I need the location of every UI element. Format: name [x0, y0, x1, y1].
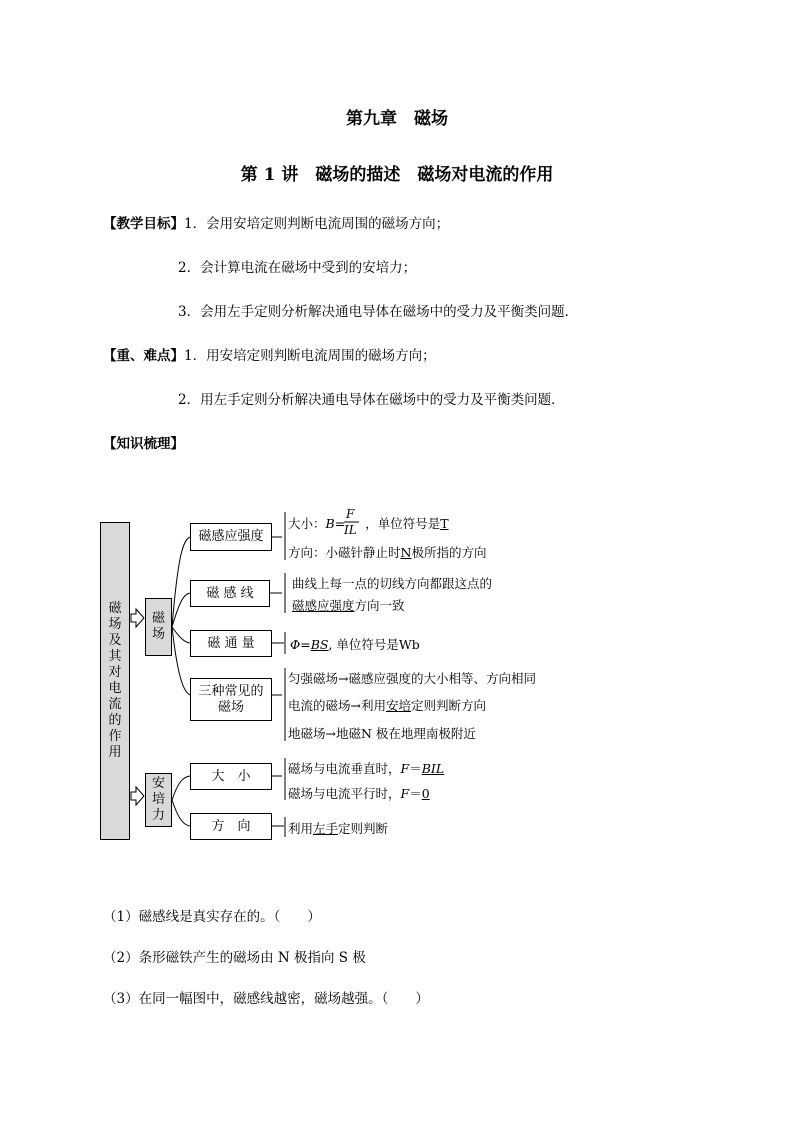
objectives-label: 【教学目标】1．会用安培定则判断电流周围的磁场方向；	[103, 216, 450, 232]
objective-item: 2．会计算电流在磁场中受到的安培力；	[178, 260, 417, 276]
root-char: 用	[108, 745, 122, 760]
chapter-title: 第九章 磁场	[346, 109, 448, 129]
lecture-title: 第 1 讲 磁场的描述 磁场对电流的作用	[240, 165, 554, 185]
key-points-label: 【重、难点】1．用安培定则判断电流周围的磁场方向；	[103, 348, 436, 364]
objective-item: 1．会用安培定则判断电流周围的磁场方向；	[184, 216, 450, 232]
direction-rule: 利用左手定则判断	[288, 821, 389, 836]
branch-char: 培	[151, 792, 165, 807]
objective-item: 3．会用左手定则分析解决通电导体在磁场中的受力及平衡类问题．	[178, 304, 579, 320]
formula-denominator: IL	[344, 523, 357, 537]
common-field-uniform: 匀强磁场→磁感应强度的大小相等、方向相同	[288, 671, 536, 686]
branch-char: 磁	[151, 611, 165, 626]
branch-ampere-force	[145, 773, 172, 827]
node-common-fields	[190, 678, 272, 721]
node-flux: 磁 通 量	[190, 630, 272, 657]
common-field-earth: 地磁场→地磁N 极在地理南极附近	[288, 726, 476, 741]
node-field-lines: 磁 感 线	[190, 580, 270, 607]
mindmap-root	[100, 522, 130, 840]
root-char: 及	[108, 633, 122, 648]
knowledge-label: 【知识梳理】	[103, 436, 184, 452]
root-char: 流	[108, 697, 122, 712]
node-magnitude: 大 小	[190, 763, 272, 790]
flux-text: Φ=BS, 单位符号是Wb	[290, 637, 420, 652]
branch-magnetic-field	[145, 598, 172, 656]
node-direction: 方 向	[190, 813, 272, 840]
question-item: （1）磁感线是真实存在的。（ ）	[103, 909, 321, 925]
root-char: 电	[108, 681, 122, 696]
branch-char: 场	[151, 627, 165, 642]
root-char: 作	[108, 729, 122, 744]
root-char: 磁	[108, 601, 122, 616]
node-label-line: 磁场	[217, 699, 244, 715]
question-item: （3）在同一幅图中，磁感线越密，磁场越强。（ ）	[103, 991, 429, 1007]
magnitude-parallel: 磁场与电流平行时，F＝0	[288, 786, 430, 801]
node-label-line: 三种常见的	[198, 683, 264, 699]
key-point-item: 1．用安培定则判断电流周围的磁场方向；	[184, 348, 436, 364]
root-char: 的	[108, 713, 122, 728]
formula-numerator: F	[346, 507, 355, 521]
field-lines-text-2: 磁感应强度方向一致	[292, 598, 405, 613]
branch-char: 安	[151, 776, 165, 791]
question-item: （2）条形磁铁产生的磁场由 N 极指向 S 极	[103, 950, 366, 966]
branch-char: 力	[151, 808, 165, 823]
root-char: 场	[108, 617, 122, 632]
node-b-field: 磁感应强度	[190, 523, 272, 551]
root-char: 对	[108, 665, 122, 680]
b-field-size: 大小：B= ，单位符号是T	[288, 516, 449, 531]
root-char: 其	[108, 649, 122, 664]
key-point-item: 2．用左手定则分析解决通电导体在磁场中的受力及平衡类问题．	[178, 392, 565, 408]
magnitude-perpendicular: 磁场与电流垂直时，F＝BIL	[288, 761, 445, 776]
field-lines-text-1: 曲线上每一点的切线方向都跟这点的	[292, 576, 493, 591]
common-field-current: 电流的磁场→利用安培定则判断方向	[288, 698, 487, 713]
b-field-direction: 方向：小磁针静止时N极所指的方向	[288, 545, 487, 560]
